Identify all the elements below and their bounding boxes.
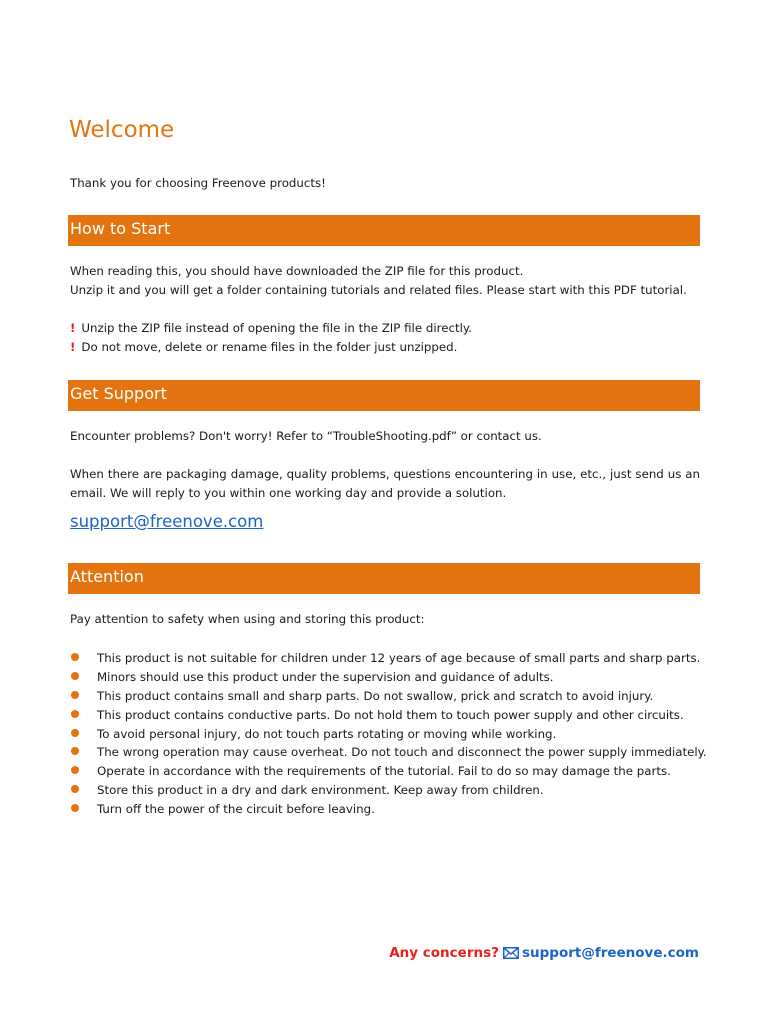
thanks-text: Thank you for choosing Freenove products! xyxy=(70,176,326,190)
section-heading-how-to-start: How to Start xyxy=(68,215,700,246)
support-paragraph: When there are packaging damage, quality problems, questions encountering in use, etc., just send us an email. We will reply to you within one working day and provide a solution. xyxy=(70,467,700,500)
bullet-icon xyxy=(71,710,79,718)
bullet-icon xyxy=(71,691,79,699)
list-item xyxy=(70,687,707,706)
list-item xyxy=(70,649,707,668)
list-item-text: Operate in accordance with the requirements of the tutorial. Fail to do so may damage the parts. xyxy=(97,764,671,779)
support-email-link[interactable]: support@freenove.com xyxy=(70,512,264,531)
list-item-text: Minors should use this product under the supervision and guidance of adults. xyxy=(97,669,554,684)
list-item-text: The wrong operation may cause overheat. Do not touch and disconnect the power supply immediately. xyxy=(97,745,707,760)
list-item-text: To avoid personal injury, do not touch parts rotating or moving while working. xyxy=(97,726,557,741)
bullet-icon xyxy=(71,653,79,661)
page-title: Welcome xyxy=(69,117,175,143)
support-intro-text: Encounter problems? Don't worry! Refer to “TroubleShooting.pdf” or contact us. xyxy=(70,429,542,443)
bullet-icon xyxy=(71,785,79,793)
warning-mark-icon: ! xyxy=(70,321,76,335)
list-item-text: Turn off the power of the circuit before leaving. xyxy=(97,802,375,817)
warning-item xyxy=(70,338,457,357)
footer-email-link[interactable]: support@freenove.com xyxy=(521,945,699,961)
bullet-icon xyxy=(71,766,79,774)
footer-contact xyxy=(389,943,699,965)
bullet-icon xyxy=(71,729,79,737)
list-item-text: This product contains conductive parts. Do not hold them to touch power supply and other circuits. xyxy=(97,707,684,722)
attention-list xyxy=(70,649,707,819)
list-item-text: Store this product in a dry and dark environment. Keep away from children. xyxy=(97,783,544,798)
warning-text: Do not move, delete or rename files in the folder just unzipped. xyxy=(81,340,458,354)
list-item xyxy=(70,725,707,744)
list-item xyxy=(70,800,707,819)
how-to-start-line-1: When reading this, you should have downloaded the ZIP file for this product. xyxy=(70,264,524,278)
bullet-icon xyxy=(71,672,79,680)
section-heading-get-support: Get Support xyxy=(68,380,700,411)
list-item xyxy=(70,743,707,762)
warning-item xyxy=(70,319,472,338)
list-item xyxy=(70,706,707,725)
bullet-icon xyxy=(71,804,79,812)
list-item xyxy=(70,781,707,800)
list-item-text: This product is not suitable for children under 12 years of age because of small parts and sharp parts. xyxy=(97,651,701,665)
list-item xyxy=(70,668,707,687)
list-item xyxy=(70,762,707,781)
how-to-start-line-2: Unzip it and you will get a folder containing tutorials and related files. Please start with this PDF tutorial. xyxy=(70,283,687,297)
attention-intro-text: Pay attention to safety when using and storing this product: xyxy=(70,612,425,626)
warning-text: Unzip the ZIP file instead of opening the file in the ZIP file directly. xyxy=(81,321,472,335)
list-item-text: This product contains small and sharp parts. Do not swallow, prick and scratch to avoid injury. xyxy=(97,688,654,703)
warning-mark-icon: ! xyxy=(70,340,76,354)
section-heading-attention: Attention xyxy=(68,563,700,594)
envelope-icon xyxy=(503,945,519,965)
footer-concerns-text: Any concerns? xyxy=(389,945,499,961)
bullet-icon xyxy=(71,747,79,755)
